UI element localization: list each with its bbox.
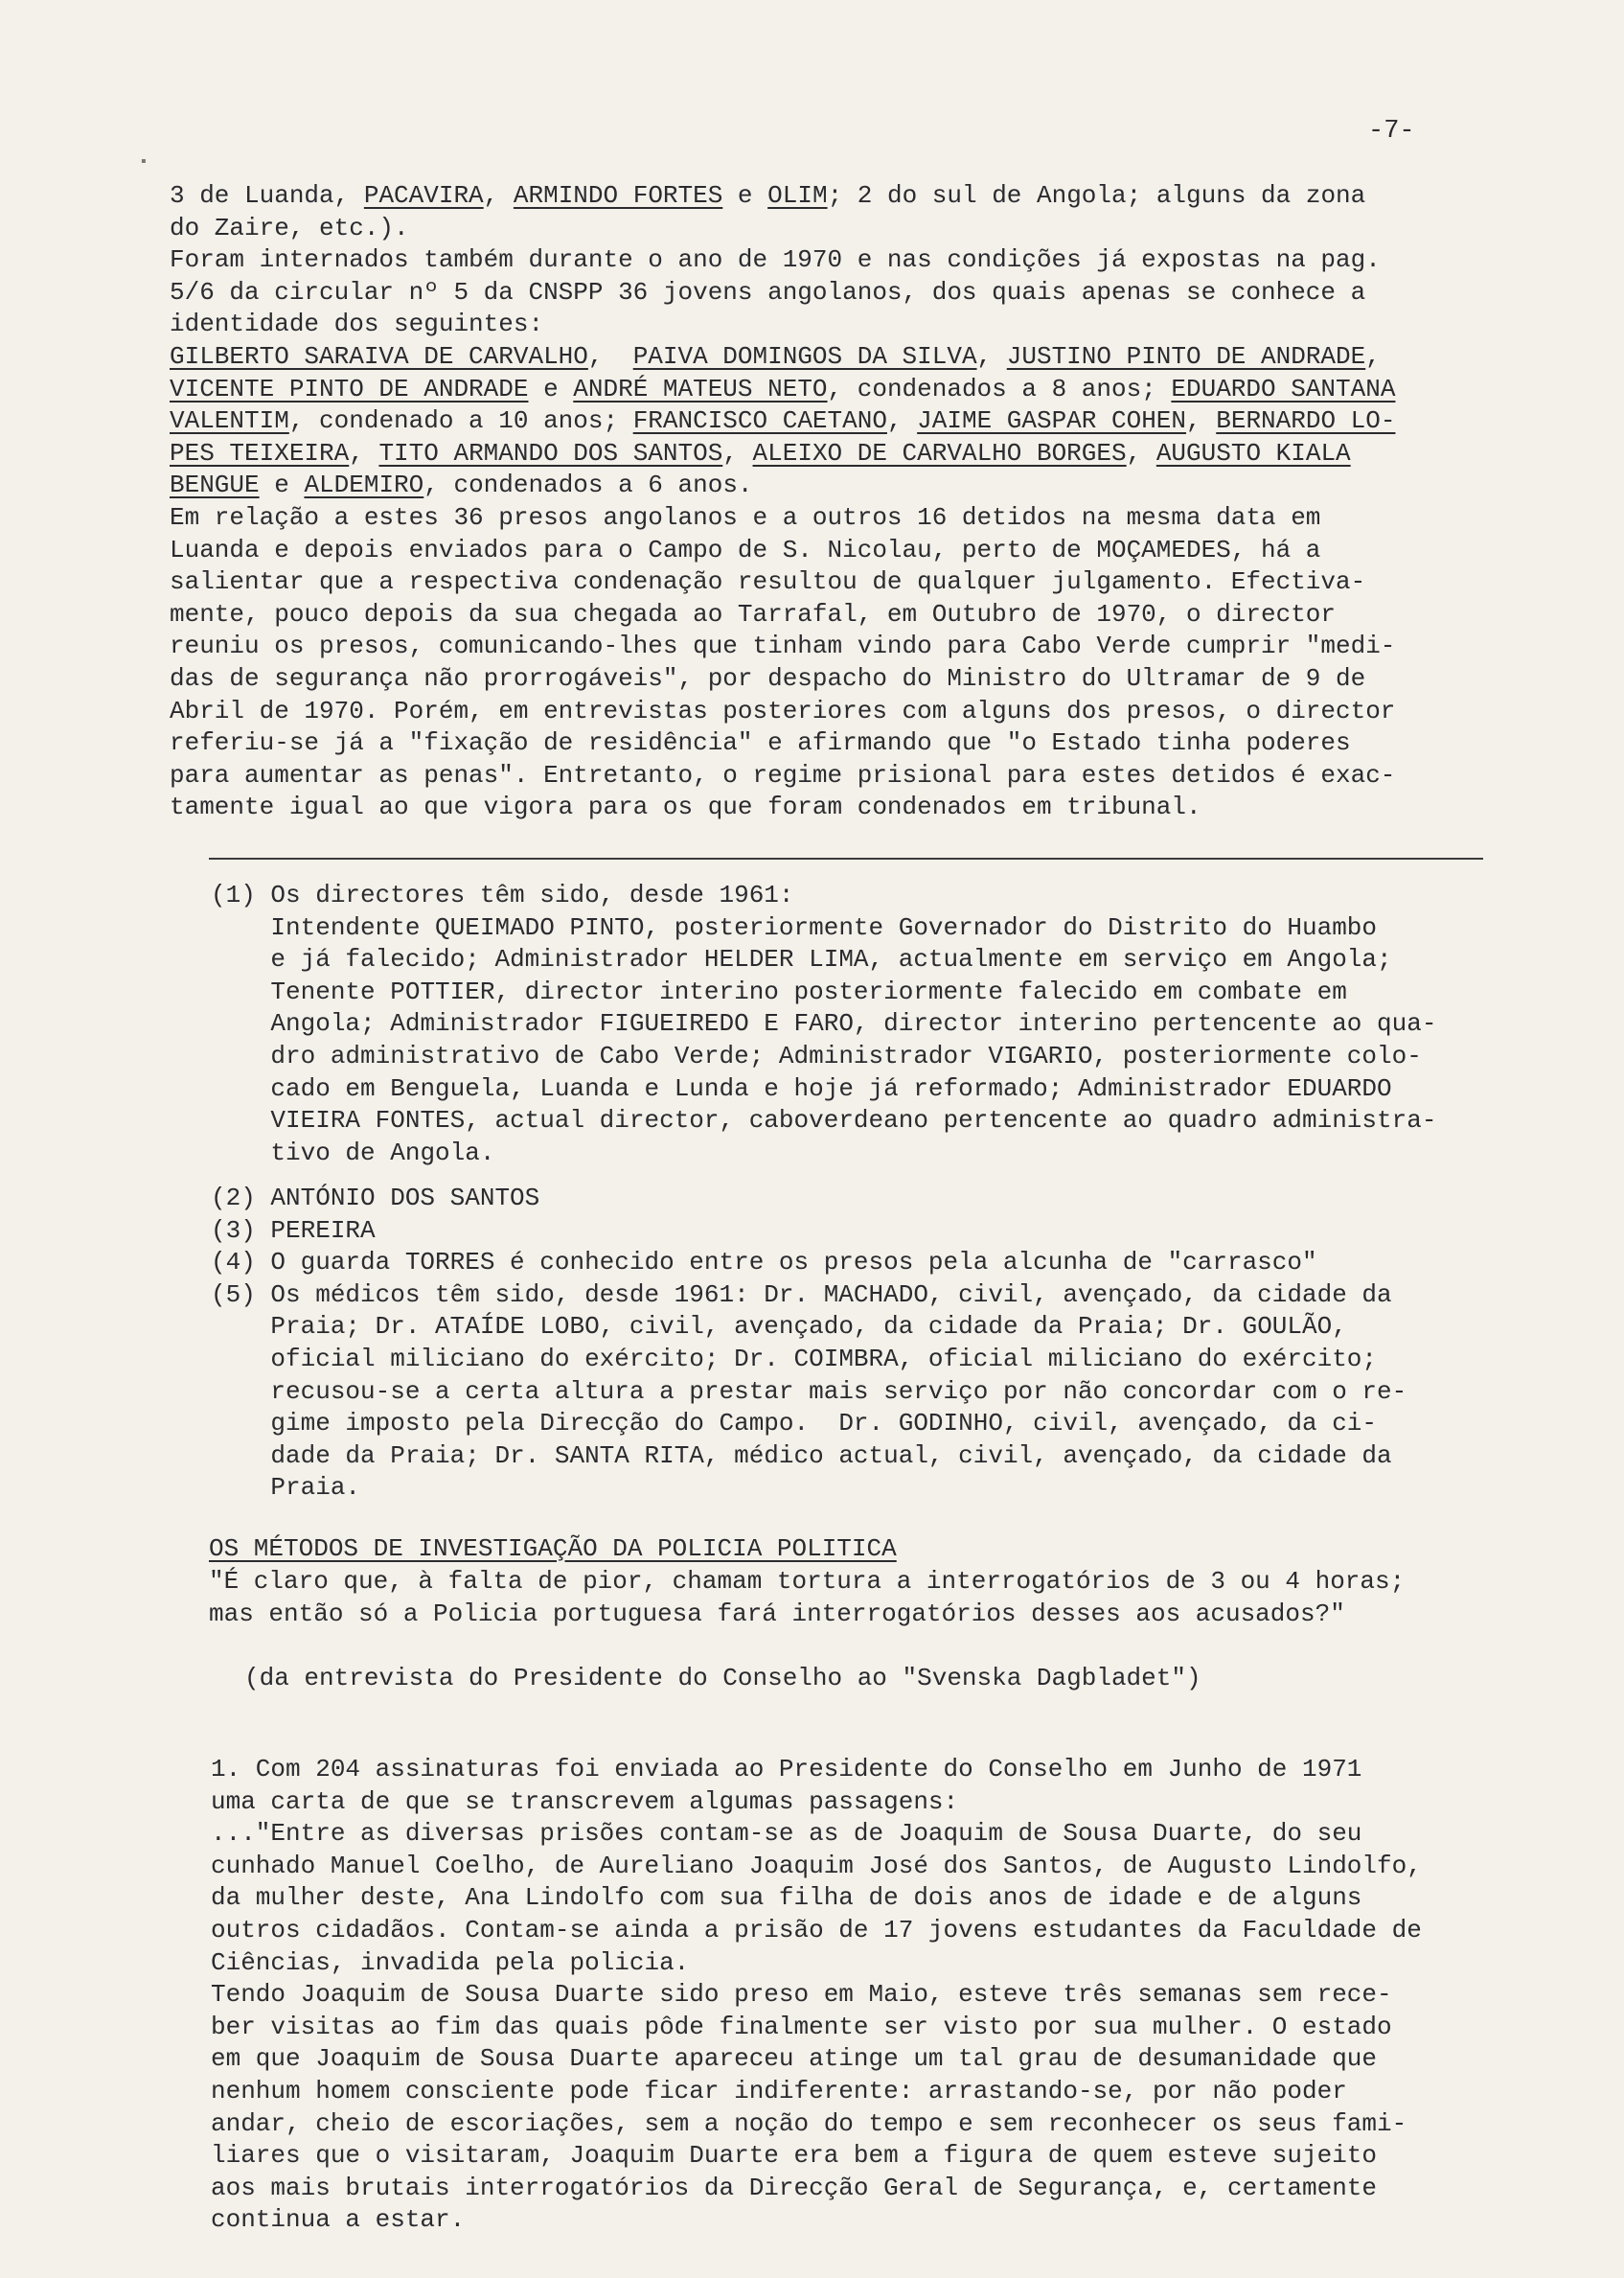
footnotes-2-5: (2) ANTÓNIO DOS SANTOS (3) PEREIRA (4) O guarda TORRES é conhecido entre os presos pela alcunha de "carrasco" (5) Os médicos têm sido, desde 1961: Dr. MACHADO, civil, avençado, da cidade da Praia; Dr. ATAÍDE LOBO, civil, avençado, da cidade da Praia; Dr. GOULÃO, oficial miliciano do exército; Dr. COIMBRA, oficial miliciano do exército; recusou-se a certa altura a prestar mais serviço por não concordar com o re- gime imposto pela Direcção do Campo. Dr. GODINHO, civil, avençado, da ci- dade da Praia; Dr. SANTA RITA, médico actual, civil, avençado, da cidade da Praia. (211, 1184, 1407, 1503)
section-heading: OS MÉTODOS DE INVESTIGAÇÃO DA POLICIA POLITICA (209, 1534, 897, 1563)
name-armindo-fortes: ARMINDO FORTES (513, 181, 723, 210)
footnote-divider (209, 858, 1483, 860)
section-paragraph: 1. Com 204 assinaturas foi enviada ao Presidente do Conselho em Junho de 1971 uma carta de que se transcrevem algumas passagens: ..."Entre as diversas prisões contam-se as de Joaquim de Sousa Duarte, do seu cunhado Manuel Coelho, de Aureliano Joaquim José dos Santos, de Augusto Lindolfo, da mulher deste, Ana Lindolfo com sua filha de dois anos de idade e de alguns outros cidadãos. Contam-se ainda a prisão de 17 jovens estudantes da Faculdade de Ciências, invadida pela policia. Tendo Joaquim de Sousa Duarte sido preso em Maio, esteve três semanas sem rece- ber visitas ao fim das quais pôde finalmente ser visto por sua mulher. O estado em que Joaquim de Sousa Duarte apareceu atinge um tal grau de desumanidade que nenhum homem consciente pode ficar indiferente: arrastando-se, por não poder andar, cheio de escoriações, sem a noção do tempo e sem reconhecer os seus fami- liares que o visitaram, Joaquim Duarte era bem a figura de quem esteve sujeito aos mais brutais interrogatórios da Direcção Geral de Segurança, e, certamente continua a estar. (211, 1755, 1422, 2235)
page-number: -7- (1368, 117, 1415, 146)
corner-mark: ▪ (139, 153, 149, 171)
name-olim: OLIM (767, 181, 828, 210)
footnote-5: (5) Os médicos têm sido, desde 1961: Dr. MACHADO, civil, avençado, da cidade da (211, 1279, 1392, 1309)
footnote-4: (4) O guarda TORRES é conhecido entre os presos pela alcunha de "carrasco" (211, 1248, 1317, 1277)
footnotes: (1) Os directores têm sido, desde 1961: Intendente QUEIMADO PINTO, posteriormente Governador do Distrito do Huambo e já falecido; Administrador HELDER LIMA, actualmente em serviço em Angola; Tenente POTTIER, director interino posteriormente falecido em combate em Angola; Administrador FIGUEIREDO E FARO, director interino pertencente ao qua- dro administrativo de Cabo Verde; Administrador VIGARIO, posteriormente colo- cado em Benguela, Luanda e Lunda e hoje já reformado; Administrador EDUARDO VIEIRA FONTES, actual director, caboverdeano pertencente ao quadro administra- tivo de Angola. (211, 881, 1437, 1167)
footnote-1: (1) Os directores têm sido, desde 1961: (211, 881, 794, 909)
epigraph-source: (da entrevista do Presidente do Conselho ao "Svenska Dagbladet") (244, 1664, 1201, 1692)
footnote-3: (3) PEREIRA (211, 1215, 376, 1245)
footnote-2: (2) ANTÓNIO DOS SANTOS (211, 1184, 540, 1212)
name-pacavira: PACAVIRA (363, 181, 484, 210)
epigraph-quote: "É claro que, à falta de pior, chamam tortura a interrogatórios de 3 ou 4 horas; mas então só a Policia portuguesa fará interrogatórios desses aos acusados?" (209, 1567, 1406, 1628)
main-paragraph: 3 de Luanda, PACAVIRA, ARMINDO FORTES e OLIM; 2 do sul de Angola; alguns da zona do Zaire, etc.). Foram internados também durante o ano de 1970 e nas condições já expostas na pag. 5/6 da circular nº 5 da CNSPP 36 jovens angolanos, dos quais apenas se conhece a identidade dos seguintes: GILBERTO SARAIVA DE CARVALHO, PAIVA DOMINGOS DA SILVA, JUSTINO PINTO DE ANDRADE, VICENTE PINTO DE ANDRADE e ANDRÉ MATEUS NETO, condenados a 8 anos; EDUARDO SANTANA VALENTIM, condenado a 10 anos; FRANCISCO CAETANO, JAIME GASPAR COHEN, BERNARDO LO- PES TEIXEIRA, TITO ARMANDO DOS SANTOS, ALEIXO DE CARVALHO BORGES, AUGUSTO KIALA BENGUE e ALDEMIRO, condenados a 6 anos. Em relação a estes 36 presos angolanos e a outros 16 detidos na mesma data em Luanda e depois enviados para o Campo de S. Nicolau, perto de MOÇAMEDES, há a salientar que a respectiva condenação resultou de qualquer julgamento. Efectiva- mente, pouco depois da sua chegada ao Tarrafal, em Outubro de 1970, o director reuniu os presos, comunicando-lhes que tinham vindo para Cabo Verde cumprir "medi- das de segurança não prorrogáveis", por despacho do Ministro do Ultramar de 9 de Abril de 1970. Porém, em entrevistas posteriores com alguns dos presos, o director referiu-se já a "fixação de residência" e afirmando que "o Estado tinha poderes para aumentar as penas". Entretanto, o regime prisional para estes detidos é exac- tamente igual ao que vigora para os que foram condenados em tribunal. (170, 181, 1396, 822)
